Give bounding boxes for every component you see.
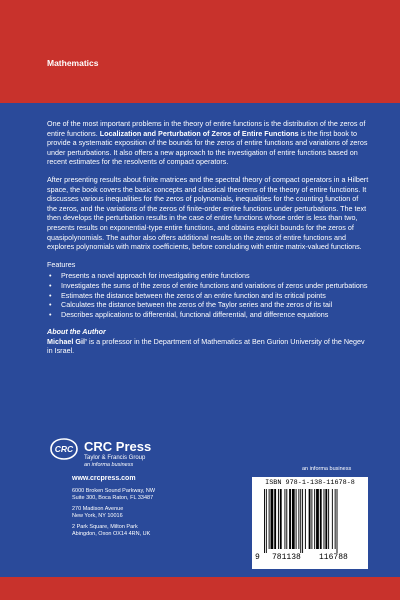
feature-item: • Investigates the sums of the zeros of entire functions and variations of zeros under perturbations	[47, 281, 370, 291]
barcode-bars	[264, 489, 364, 553]
feature-item: • Presents a novel approach for investigating entire functions	[47, 271, 370, 281]
address-florida: 6000 Broken Sound Parkway, NW Suite 300, Boca Raton, FL 33487	[72, 488, 156, 501]
isbn-barcode	[252, 477, 368, 569]
content-paragraph: After presenting results about finite matrices and the spectral theory of compact operators in a Hilbert space, the book covers the basic concepts and classical theorems of the theory of entire functions. It discusses various inequalities for the zeros of polynomials, inequalities for the counting function of the zeros, and the variations of the zeros of finite-order entire functions under perturbations. The text then develops the perturbation results in the case of entire functions whose order is less than two, presents results on exponential-type entire functions, and obtains explicit bounds for the zeros of quasipolynomials. The author also offers additional results on the zeros of entire functions and explores polynomials with matrix coefficients, before concluding with entire matrix-valued functions.	[47, 174, 369, 252]
about-author-text: Michael Gil’ is a professor in the Department of Mathematics at Ben Gurion University of the Negev in Israel.	[47, 336, 365, 356]
author-name: Michael Gil’	[47, 336, 87, 346]
description-block	[47, 119, 370, 356]
isbn-label: ISBN 978-1-138-11678-8	[265, 479, 355, 487]
isbn-digits-left: 781138	[272, 553, 301, 562]
feature-item: • Describes applications to differential, functional differential, and difference equations	[47, 310, 370, 320]
isbn-digit-lead: 9	[255, 553, 260, 562]
logo-lettering: CRC	[54, 444, 74, 455]
publisher-name: CRC Press	[84, 439, 152, 454]
features-list	[47, 271, 370, 319]
publisher-url[interactable]: www.crcpress.com	[72, 475, 136, 482]
intro-paragraph: One of the most important problems in the theory of entire functions is the distribution of the zeros of entire functions. Localization and Perturbation of Zeros of Entire Functions is the first book to provide a systematic exposition of the bounds for the zeros of entire functions and variations of zeros under perturbations. It also offers a new approach to the investigation of entire functions based on recent estimates for the resolvents of compact operators.	[47, 119, 368, 167]
feature-item: • Estimates the distance between the zeros of an entire function and its critical points	[47, 291, 370, 301]
publisher-group: Taylor & Francis Group	[84, 455, 146, 461]
category-label: Mathematics	[47, 58, 99, 68]
features-heading: Features	[47, 259, 76, 269]
informa-business-tag: an informa business	[302, 466, 352, 472]
about-author-heading: About the Author	[47, 327, 106, 337]
feature-item: • Calculates the distance between the zeros of the Taylor series and the zeros of its tail	[47, 300, 370, 310]
address-new-york: 270 Madison Avenue New York, NY 10016	[72, 506, 124, 519]
publisher-group-sub: an informa business	[84, 462, 134, 468]
bottom-red-band	[0, 577, 400, 600]
address-uk: 2 Park Square, Milton Park Abingdon, Oxon OX14 4RN, UK	[72, 524, 151, 537]
crc-logo-icon	[50, 438, 78, 460]
book-title: Localization and Perturbation of Zeros of Entire Functions	[99, 128, 299, 138]
top-red-band	[0, 0, 400, 103]
isbn-digits-right: 116788	[319, 553, 348, 562]
